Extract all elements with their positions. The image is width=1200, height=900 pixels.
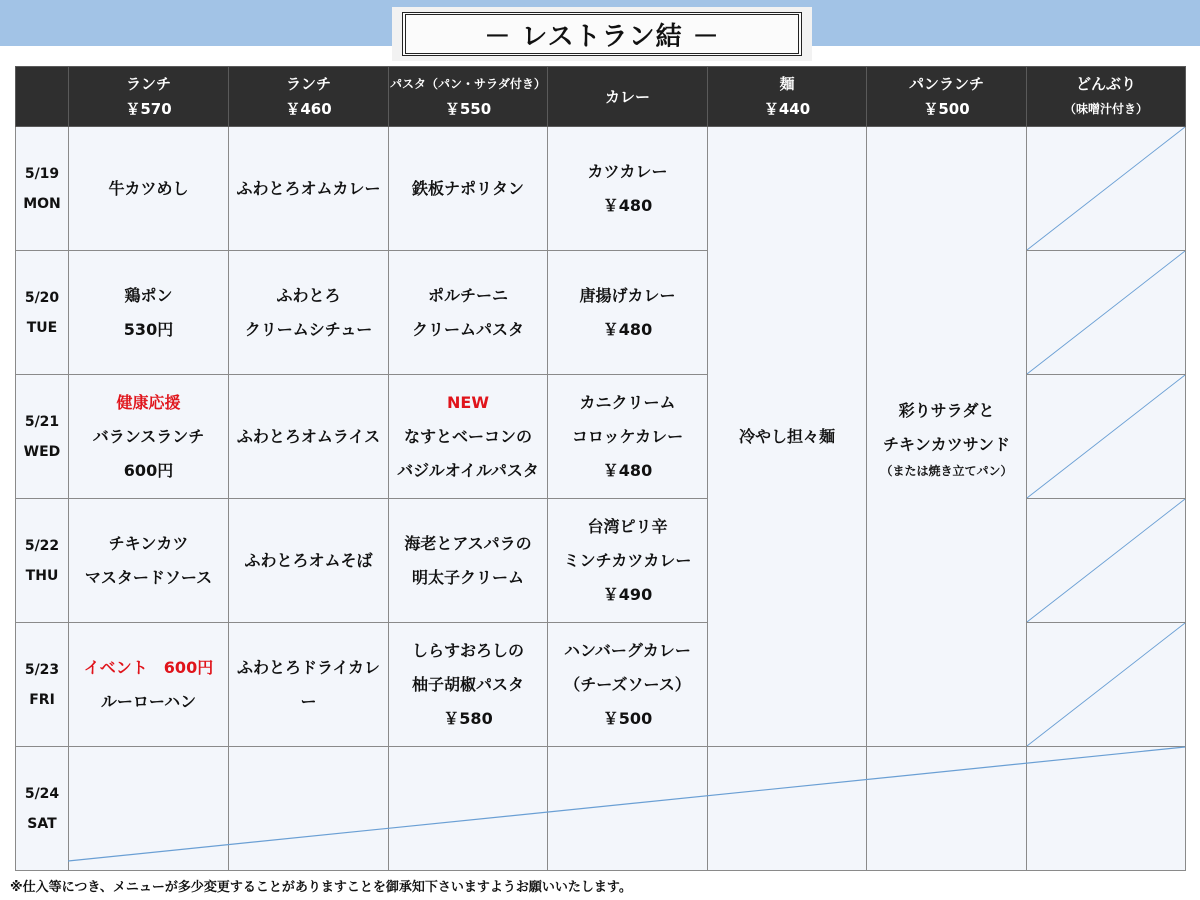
lunch2-cell [229, 127, 389, 251]
date-cell [16, 499, 69, 623]
title-plaque [392, 7, 812, 61]
lunch1-highlight: 健康応援 [116, 392, 181, 412]
date-cell [16, 623, 69, 747]
noodle-cell [708, 127, 867, 747]
dish-line: 明太子クリーム [411, 567, 524, 587]
dish-line: なすとベーコンの [403, 426, 532, 446]
pasta-highlight: NEW [447, 392, 489, 412]
weekday-label: TUE [26, 319, 58, 336]
lunch1-cell [69, 623, 229, 747]
pan-dish-line2: チキンカツサンド [882, 434, 1011, 454]
dish-line: 牛カツめし [108, 178, 189, 198]
curry-cell [548, 375, 708, 499]
curry-cell [548, 623, 708, 747]
dish-line: マスタードソース [84, 567, 213, 587]
date-label: 5/24 [24, 785, 60, 802]
date-label: 5/19 [24, 165, 60, 182]
unavailable-slash [1027, 375, 1185, 498]
pasta-cell [389, 623, 548, 747]
dish-line: チキンカツ [108, 533, 189, 553]
pan-dish-note: （または焼き立てパン） [880, 463, 1013, 478]
dish-line: 鶏ポン [124, 285, 173, 305]
pan-lunch-cell [867, 127, 1027, 747]
saturday-empty-cell [548, 747, 708, 871]
weekday-label: WED [23, 443, 61, 460]
header-lunch1: ランチ ￥570 [69, 67, 229, 127]
header-curry: カレー [548, 67, 708, 127]
lunch1-cell [69, 499, 229, 623]
lunch2-cell [229, 623, 389, 747]
header-pasta: パスタ（パン・サラダ付き） ￥550 [389, 67, 548, 127]
date-label: 5/23 [24, 661, 60, 678]
pasta-cell [389, 251, 548, 375]
dish-line: （チーズソース） [564, 674, 691, 694]
weekday-label: MON [23, 195, 61, 212]
saturday-empty-cell [1027, 747, 1186, 871]
curry-cell [548, 127, 708, 251]
dish-line: ふわとろオムカレー [236, 178, 381, 198]
unavailable-slash [1027, 251, 1185, 374]
saturday-empty-cell [708, 747, 867, 871]
header-lunch2: ランチ ￥460 [229, 67, 389, 127]
dish-line: コロッケカレー [571, 426, 684, 446]
pasta-cell [389, 499, 548, 623]
pan-dish-line1: 彩りサラダと [898, 400, 995, 420]
dish-line: ミンチカツカレー [563, 550, 692, 570]
dish-line: ￥580 [443, 708, 493, 728]
dish-line: 鉄板ナポリタン [411, 178, 524, 198]
dish-line: ハンバーグカレー [564, 640, 691, 660]
dish-line: 530円 [123, 319, 174, 339]
dish-line: 海老とアスパラの [404, 533, 532, 553]
weekday-label: FRI [29, 691, 55, 708]
dish-line: ふわとろオムそば [244, 550, 373, 570]
lunch1-cell [69, 127, 229, 251]
saturday-empty-cell [69, 747, 229, 871]
header-noodle: 麺 ￥440 [708, 67, 867, 127]
menu-row [16, 127, 1186, 251]
weekday-label: THU [25, 567, 59, 584]
donburi-cell-unavailable [1027, 499, 1186, 623]
dish-line: しらすおろしの [411, 640, 524, 660]
dish-line: 台湾ピリ辛 [587, 516, 668, 536]
lunch2-cell [229, 375, 389, 499]
dish-line: ポルチーニ [427, 285, 508, 305]
dish-line: ￥490 [602, 584, 653, 604]
unavailable-slash [1027, 499, 1185, 622]
dish-line: ￥480 [602, 195, 653, 215]
header-donburi: どんぶり （味噌汁付き） [1027, 67, 1186, 127]
lunch1-highlight: イベント 600円 [83, 657, 214, 677]
donburi-cell-unavailable [1027, 251, 1186, 375]
noodle-dish: 冷やし担々麺 [738, 426, 835, 446]
pasta-cell [389, 375, 548, 499]
date-label: 5/22 [24, 537, 60, 554]
lunch1-cell [69, 251, 229, 375]
lunch1-cell [69, 375, 229, 499]
header-pan-lunch: パンランチ ￥500 [867, 67, 1027, 127]
restaurant-title: － レストラン結 － [402, 12, 802, 56]
date-label: 5/20 [24, 289, 60, 306]
dish-line: ￥480 [602, 319, 653, 339]
footer-note: ※仕入等につき、メニューが多少変更することがありますことを御承知下さいますようお願いいたします。 [10, 880, 632, 895]
lunch2-cell [229, 251, 389, 375]
dish-line: ￥500 [602, 708, 653, 728]
pasta-cell [389, 127, 548, 251]
dish-line: ふわとろ [276, 285, 341, 305]
dish-line: 600円 [123, 460, 174, 480]
header-row [16, 67, 1186, 127]
dish-line: ルーローハン [100, 691, 197, 711]
header-corner [16, 67, 69, 127]
weekday-label: SAT [27, 815, 57, 832]
dish-line: カツカレー [587, 161, 668, 181]
dish-line: クリームパスタ [411, 319, 524, 339]
lunch2-cell [229, 499, 389, 623]
unavailable-slash [1027, 623, 1185, 746]
saturday-empty-cell [229, 747, 389, 871]
dish-line: バジルオイルパスタ [397, 460, 539, 480]
dish-line: カニクリーム [579, 392, 676, 412]
dish-line: 唐揚げカレー [579, 285, 676, 305]
donburi-cell-unavailable [1027, 623, 1186, 747]
donburi-cell-unavailable [1027, 127, 1186, 251]
unavailable-slash [1027, 127, 1185, 250]
donburi-cell-unavailable [1027, 375, 1186, 499]
saturday-empty-cell [867, 747, 1027, 871]
weekly-menu-table [15, 66, 1186, 871]
dish-line: ふわとろドライカレー [236, 657, 381, 711]
curry-cell [548, 499, 708, 623]
date-cell [16, 375, 69, 499]
date-cell [16, 127, 69, 251]
dish-line: 柚子胡椒パスタ [411, 674, 524, 694]
dish-line: クリームシチュー [244, 319, 373, 339]
dish-line: バランスランチ [92, 426, 205, 446]
saturday-empty-cell [389, 747, 548, 871]
menu-row [16, 747, 1186, 871]
date-cell [16, 251, 69, 375]
date-label: 5/21 [24, 413, 60, 430]
dish-line: ￥480 [602, 460, 653, 480]
curry-cell [548, 251, 708, 375]
dish-line: ふわとろオムライス [236, 426, 381, 446]
date-cell [16, 747, 69, 871]
